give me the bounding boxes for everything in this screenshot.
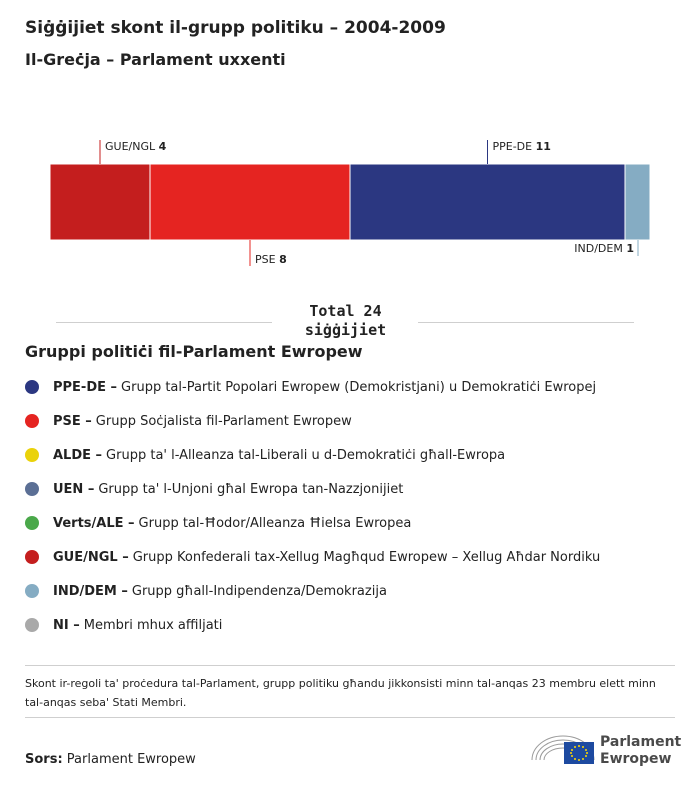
legend-abbr: NI – [53, 617, 80, 633]
legend-abbr: UEN – [53, 481, 95, 497]
legend-swatch [25, 482, 39, 496]
legend-desc: Grupp Soċjalista fil-Parlament Ewropew [95, 413, 352, 429]
legend-swatch [25, 550, 39, 564]
total-rule-right [418, 322, 634, 323]
legend-item [25, 370, 600, 404]
bar-segment-inddem [625, 164, 650, 240]
legend [25, 370, 600, 642]
legend-desc: Grupp tal-Ħodor/Alleanza Ħielsa Ewropea [138, 515, 412, 531]
total-rule-left [56, 322, 272, 323]
legend-abbr: GUE/NGL – [53, 549, 129, 565]
legend-item [25, 438, 600, 472]
legend-item [25, 472, 600, 506]
legend-item [25, 608, 600, 642]
legend-abbr: Verts/ALE – [53, 515, 135, 531]
legend-desc: Grupp Konfederali tax-Xellug Magħqud Ewropew – Xellug Aħdar Nordiku [132, 549, 601, 565]
bar-segment-guengl [50, 164, 150, 240]
hemicycle-icon [530, 728, 596, 772]
legend-swatch [25, 414, 39, 428]
legend-desc: Grupp għall-Indipendenza/Demokrazija [131, 583, 387, 599]
source-value: Parlament Ewropew [66, 752, 196, 767]
bar-segment-ppede [350, 164, 625, 240]
legend-item [25, 540, 600, 574]
legend-swatch [25, 618, 39, 632]
legend-swatch [25, 448, 39, 462]
logo-text [600, 734, 681, 768]
total-seats-label: Total 24 siġġijiet [304, 302, 387, 339]
legend-abbr: ALDE – [53, 447, 103, 463]
bar-segment-pse [150, 164, 350, 240]
source [25, 752, 196, 767]
legend-swatch [25, 380, 39, 394]
source-label: Sors: [25, 752, 63, 767]
chart-title: Siġġijiet skont il-grupp politiku – 2004-2009 [25, 18, 446, 38]
chart-subtitle: Il-Greċja – Parlament uxxenti [25, 50, 286, 69]
parliament-logo [530, 728, 680, 772]
legend-abbr: IND/DEM – [53, 583, 128, 599]
segment-label: GUE/NGL 4 [105, 140, 167, 153]
footnote-rule-bottom [25, 717, 675, 718]
legend-desc: Grupp tal-Partit Popolari Ewropew (Demokristjani) u Demokratiċi Ewropej [121, 379, 597, 395]
stacked-bar-chart [0, 130, 700, 275]
legend-abbr: PPE-DE – [53, 379, 118, 395]
footnote: Skont ir-regoli ta' proċedura tal-Parlament, grupp politiku għandu jikkonsisti minn tal-anqas 23 membru elett minn tal-anqas seba' Stati Membri. [25, 677, 656, 709]
legend-desc: Membri mhux affiljati [83, 617, 223, 633]
segment-label: PPE-DE 11 [492, 140, 551, 153]
legend-item [25, 506, 600, 540]
logo-line2: Ewropew [600, 751, 672, 767]
legend-swatch [25, 584, 39, 598]
legend-swatch [25, 516, 39, 530]
segment-label: IND/DEM 1 [574, 242, 634, 255]
logo-line1: Parlament [600, 734, 682, 750]
legend-item [25, 404, 600, 438]
legend-desc: Grupp ta' l-Alleanza tal-Liberali u d-Demokratiċi għall-Ewropa [106, 447, 506, 463]
footnote-rule-top [25, 665, 675, 666]
legend-desc: Grupp ta' l-Unjoni għal Ewropa tan-Nazzjonijiet [98, 481, 404, 497]
segment-label: PSE 8 [255, 253, 287, 266]
legend-abbr: PSE – [53, 413, 92, 429]
legend-item [25, 574, 600, 608]
legend-title: Gruppi politiċi fil-Parlament Ewropew [25, 342, 363, 361]
